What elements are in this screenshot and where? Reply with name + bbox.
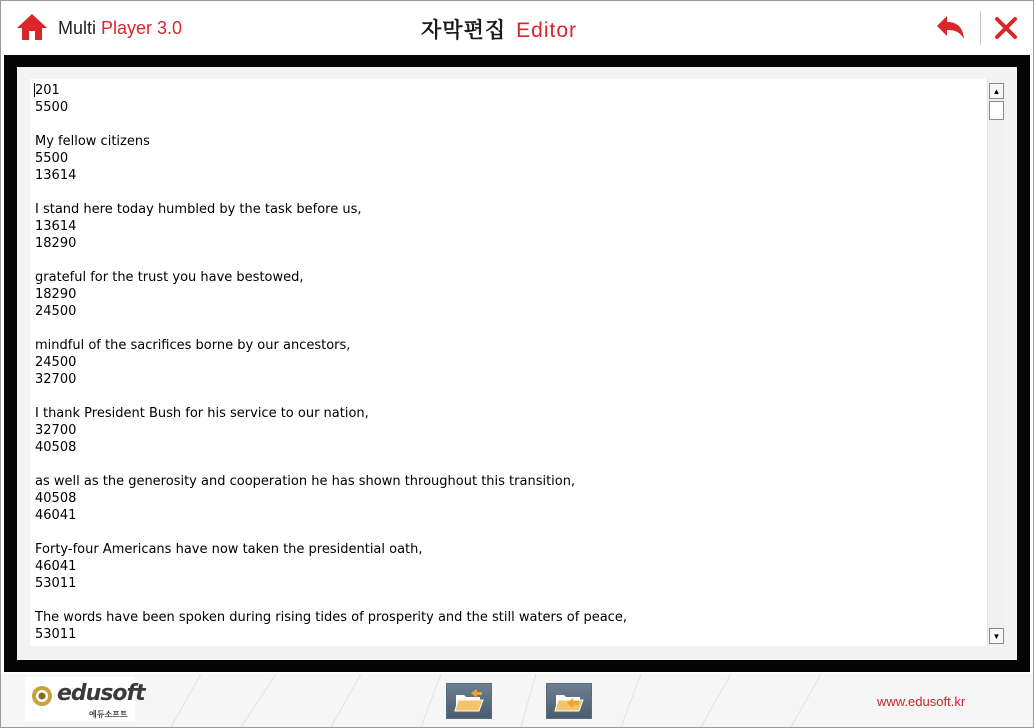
arrow-down-icon: ▼	[992, 631, 1001, 641]
title-bar	[1, 1, 1033, 55]
page-title-english: Editor	[516, 19, 578, 42]
arrow-up-icon: ▲	[992, 86, 1001, 96]
logo-mark-icon	[31, 685, 53, 707]
scroll-thumb[interactable]	[989, 101, 1004, 120]
website-link[interactable]: www.edusoft.kr	[877, 694, 966, 709]
back-button[interactable]	[933, 13, 967, 43]
editor-panel	[17, 67, 1017, 660]
app-name	[58, 18, 182, 39]
close-icon	[991, 13, 1021, 43]
close-button[interactable]	[991, 13, 1021, 43]
app-name-version: Player 3.0	[101, 18, 183, 38]
logo-text: edusoft	[57, 681, 145, 706]
subtitle-text-content: 201 5500 My fellow citizens 5500 13614 I stand here today humbled by the task before us, 13614 18290 grateful for the trust you have bestowed, 18290 24500 mindful of the sacrifices borne by our ancestors, 24500 32700 I thank President Bush for his service to our nation, 32700 40508 as well as the generosity and cooperation he has shown throughout this transition, 40508 46041 Forty-four Americans have now taken the presidential oath, 46041 53011 The words have been spoken during rising tides of prosperity and the still waters of peace, 53011	[35, 83, 627, 642]
logo-subtext: 에듀소프트	[89, 710, 128, 719]
undo-arrow-icon	[933, 13, 967, 43]
save-file-button[interactable]	[546, 683, 592, 719]
home-button[interactable]	[15, 11, 49, 43]
folder-open-icon	[447, 684, 491, 718]
folder-save-icon	[547, 684, 591, 718]
vertical-scrollbar[interactable]	[987, 79, 1004, 646]
page-title	[421, 14, 577, 44]
subtitle-text-area[interactable]	[30, 79, 987, 646]
open-file-button[interactable]	[446, 683, 492, 719]
edusoft-logo	[25, 677, 145, 721]
title-separator	[980, 11, 981, 45]
home-icon	[15, 11, 49, 43]
app-name-prefix: Multi	[58, 18, 102, 38]
editor-frame	[4, 55, 1030, 672]
scroll-up-button[interactable]	[989, 83, 1004, 99]
scroll-down-button[interactable]	[989, 628, 1004, 644]
page-title-korean: 자막편집	[421, 18, 507, 42]
footer-bar	[1, 674, 1033, 727]
